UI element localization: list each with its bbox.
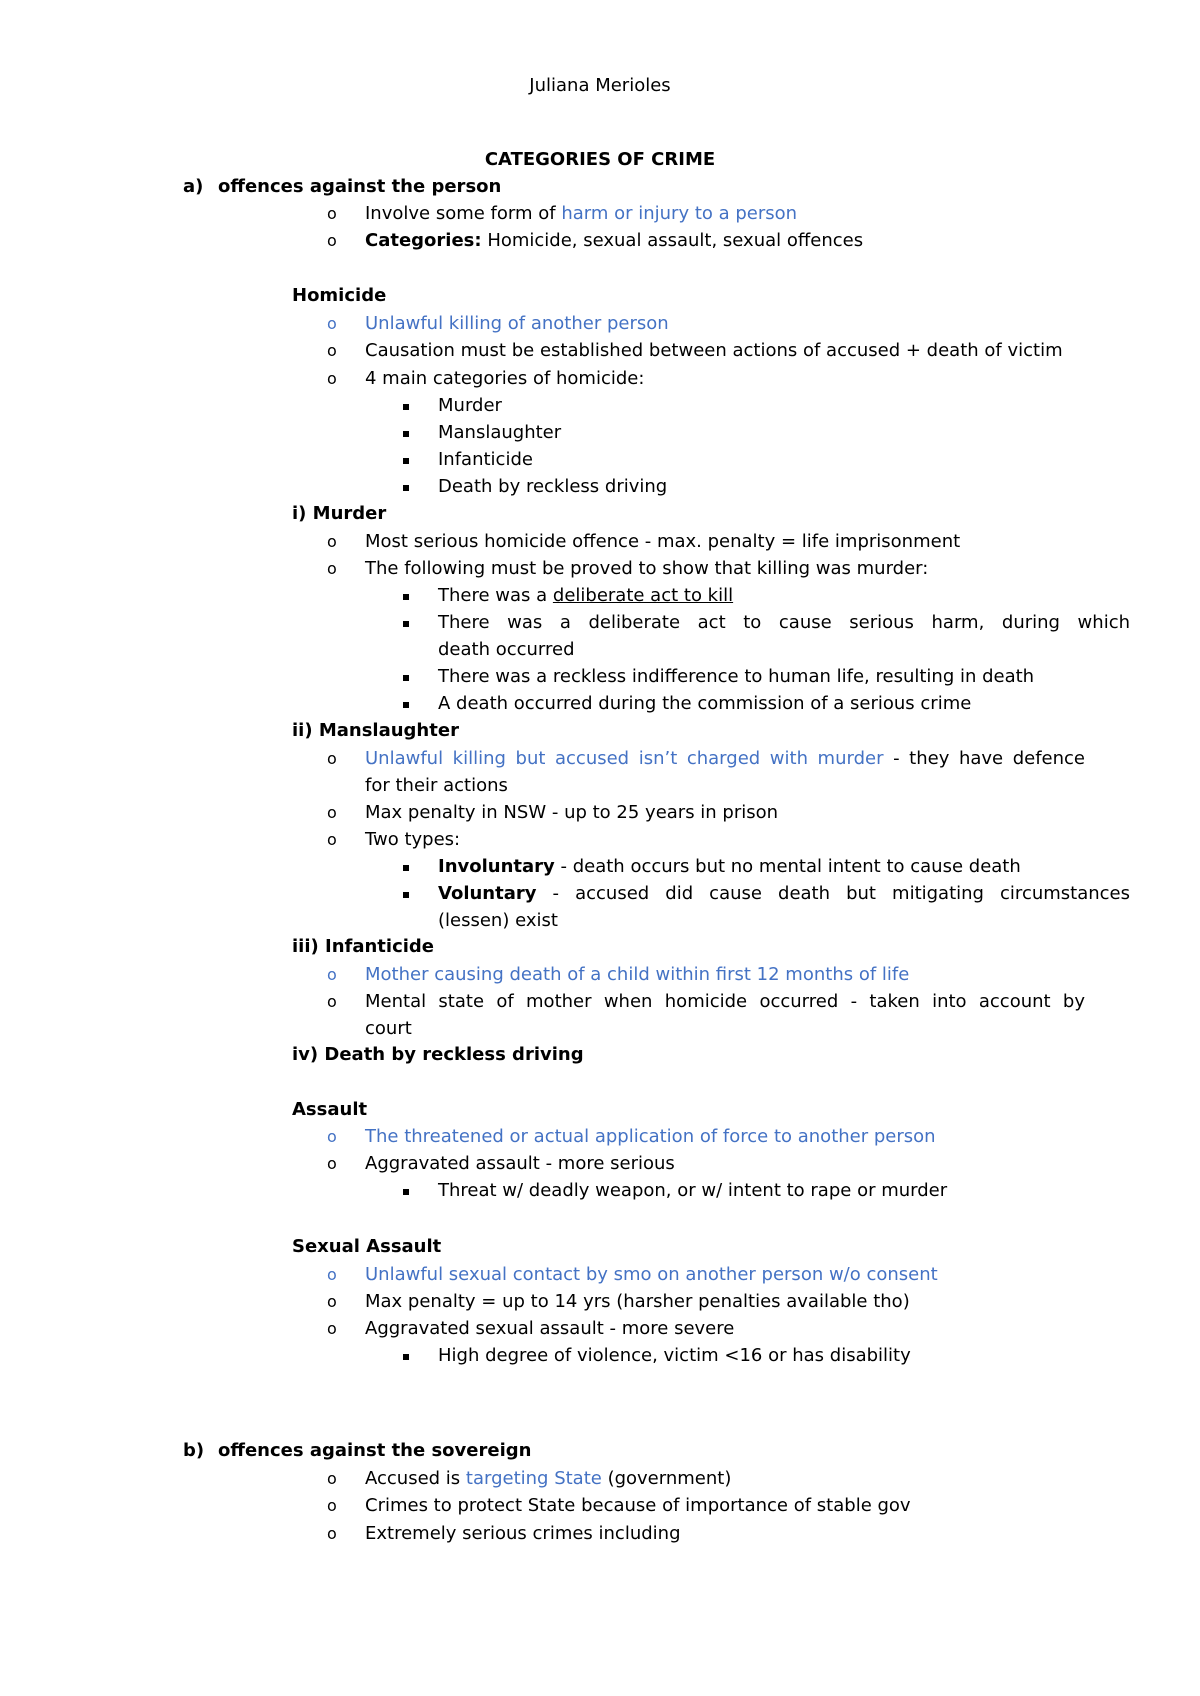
assault-bullet-2: Aggravated assault - more serious (365, 1153, 675, 1174)
infanticide-bullet-1: Mother causing death of a child within first 12 months of life (365, 964, 910, 985)
text: - they have defence (883, 748, 1085, 769)
highlight-text: targeting State (465, 1468, 602, 1489)
section-b-label: b) (183, 1440, 205, 1461)
manslaughter-bullet-3: Two types: (365, 829, 461, 850)
murder-sub-2-line-2: death occurred (438, 639, 575, 660)
text: (government) (601, 1468, 732, 1489)
infanticide-bullet-2-line-2: court (365, 1018, 412, 1039)
manslaughter-heading: ii) Manslaughter (292, 720, 459, 741)
bullet-marker: o (327, 1469, 337, 1488)
bullet-marker: o (327, 1127, 337, 1146)
square-bullet-icon (403, 675, 409, 681)
bullet-marker: o (327, 992, 337, 1011)
manslaughter-sub-2-line-2: (lessen) exist (438, 910, 558, 931)
manslaughter-bullet-2: Max penalty in NSW - up to 25 years in prison (365, 802, 779, 823)
bullet-marker: o (327, 749, 337, 768)
square-bullet-icon (403, 458, 409, 464)
bullet-marker: o (327, 1496, 337, 1515)
section-a-bullet-1 (365, 201, 797, 227)
murder-sub-3: There was a reckless indifference to human life, resulting in death (438, 666, 1035, 687)
text: - death occurs but no mental intent to cause death (554, 856, 1021, 877)
bullet-marker: o (327, 803, 337, 822)
bullet-marker: o (327, 1319, 337, 1338)
murder-heading: i) Murder (292, 503, 387, 524)
homicide-sub-2: Manslaughter (438, 422, 562, 443)
bold-text: Voluntary (438, 883, 537, 904)
assault-sub-1: Threat w/ deadly weapon, or w/ intent to rape or murder (438, 1180, 948, 1201)
section-b-bullet-1 (365, 1466, 731, 1492)
bullet-marker: o (327, 204, 337, 223)
manslaughter-sub-2-line-1 (438, 881, 1130, 907)
highlight-text: harm or injury to a person (561, 203, 798, 224)
square-bullet-icon (403, 594, 409, 600)
bullet-marker: o (327, 559, 337, 578)
square-bullet-icon (403, 431, 409, 437)
manslaughter-bullet-1-line-2: for their actions (365, 775, 508, 796)
sexual-assault-heading: Sexual Assault (292, 1236, 442, 1257)
homicide-bullet-3: 4 main categories of homicide: (365, 368, 645, 389)
bullet-marker: o (327, 314, 337, 333)
section-b-bullet-3: Extremely serious crimes including (365, 1523, 681, 1544)
square-bullet-icon (403, 1354, 409, 1360)
page-title: CATEGORIES OF CRIME (484, 149, 716, 170)
text: Involve some form of (365, 203, 562, 224)
square-bullet-icon (403, 485, 409, 491)
bullet-marker: o (327, 1524, 337, 1543)
murder-sub-1 (438, 583, 733, 609)
bullet-marker: o (327, 532, 337, 551)
bullet-marker: o (327, 1292, 337, 1311)
bullet-marker: o (327, 341, 337, 360)
text: - accused did cause death but mitigating circumstances (536, 883, 1130, 904)
underlined-text: deliberate act to kill (552, 585, 734, 606)
square-bullet-icon (403, 404, 409, 410)
square-bullet-icon (403, 865, 409, 871)
bullet-marker: o (327, 1265, 337, 1284)
manslaughter-bullet-1-line-1 (365, 746, 1085, 772)
text: Accused is (365, 1468, 466, 1489)
section-a-label: a) (183, 176, 204, 197)
bullet-marker: o (327, 965, 337, 984)
square-bullet-icon (403, 1189, 409, 1195)
author-header: Juliana Merioles (529, 75, 671, 96)
bullet-marker: o (327, 231, 337, 250)
section-a-heading: offences against the person (218, 176, 502, 197)
assault-heading: Assault (292, 1099, 368, 1120)
bullet-marker: o (327, 1154, 337, 1173)
square-bullet-icon (403, 892, 409, 898)
infanticide-bullet-2-line-1: Mental state of mother when homicide occurred - taken into account by (365, 991, 1085, 1012)
sexual-assault-bullet-1: Unlawful sexual contact by smo on another person w/o consent (365, 1264, 938, 1285)
section-b-heading: offences against the sovereign (218, 1440, 532, 1461)
murder-bullet-2: The following must be proved to show that killing was murder: (365, 558, 929, 579)
sexual-assault-bullet-3: Aggravated sexual assault - more severe (365, 1318, 735, 1339)
highlight-text: Unlawful killing but accused isn’t charged with murder (365, 748, 884, 769)
assault-bullet-1: The threatened or actual application of force to another person (365, 1126, 936, 1147)
bold-text: Involuntary (438, 856, 555, 877)
manslaughter-sub-1 (438, 854, 1021, 880)
section-a-bullet-2 (365, 228, 863, 254)
homicide-heading: Homicide (292, 285, 387, 306)
homicide-sub-3: Infanticide (438, 449, 533, 470)
murder-sub-4: A death occurred during the commission of a serious crime (438, 693, 972, 714)
infanticide-heading: iii) Infanticide (292, 936, 435, 957)
square-bullet-icon (403, 621, 409, 627)
homicide-bullet-2: Causation must be established between actions of accused + death of victim (365, 340, 1063, 361)
homicide-sub-1: Murder (438, 395, 502, 416)
bullet-marker: o (327, 830, 337, 849)
bold-text: Categories: (365, 230, 482, 251)
square-bullet-icon (403, 702, 409, 708)
sexual-assault-sub-1: High degree of violence, victim <16 or has disability (438, 1345, 911, 1366)
homicide-bullet-1: Unlawful killing of another person (365, 313, 669, 334)
bullet-marker: o (327, 369, 337, 388)
text: There was a (438, 585, 553, 606)
murder-sub-2-line-1: There was a deliberate act to cause serious harm, during which (438, 612, 1130, 633)
text: Homicide, sexual assault, sexual offences (481, 230, 864, 251)
section-b-bullet-2: Crimes to protect State because of importance of stable gov (365, 1495, 911, 1516)
sexual-assault-bullet-2: Max penalty = up to 14 yrs (harsher penalties available tho) (365, 1291, 910, 1312)
reckless-driving-heading: iv) Death by reckless driving (292, 1044, 584, 1065)
homicide-sub-4: Death by reckless driving (438, 476, 668, 497)
murder-bullet-1: Most serious homicide offence - max. penalty = life imprisonment (365, 531, 961, 552)
